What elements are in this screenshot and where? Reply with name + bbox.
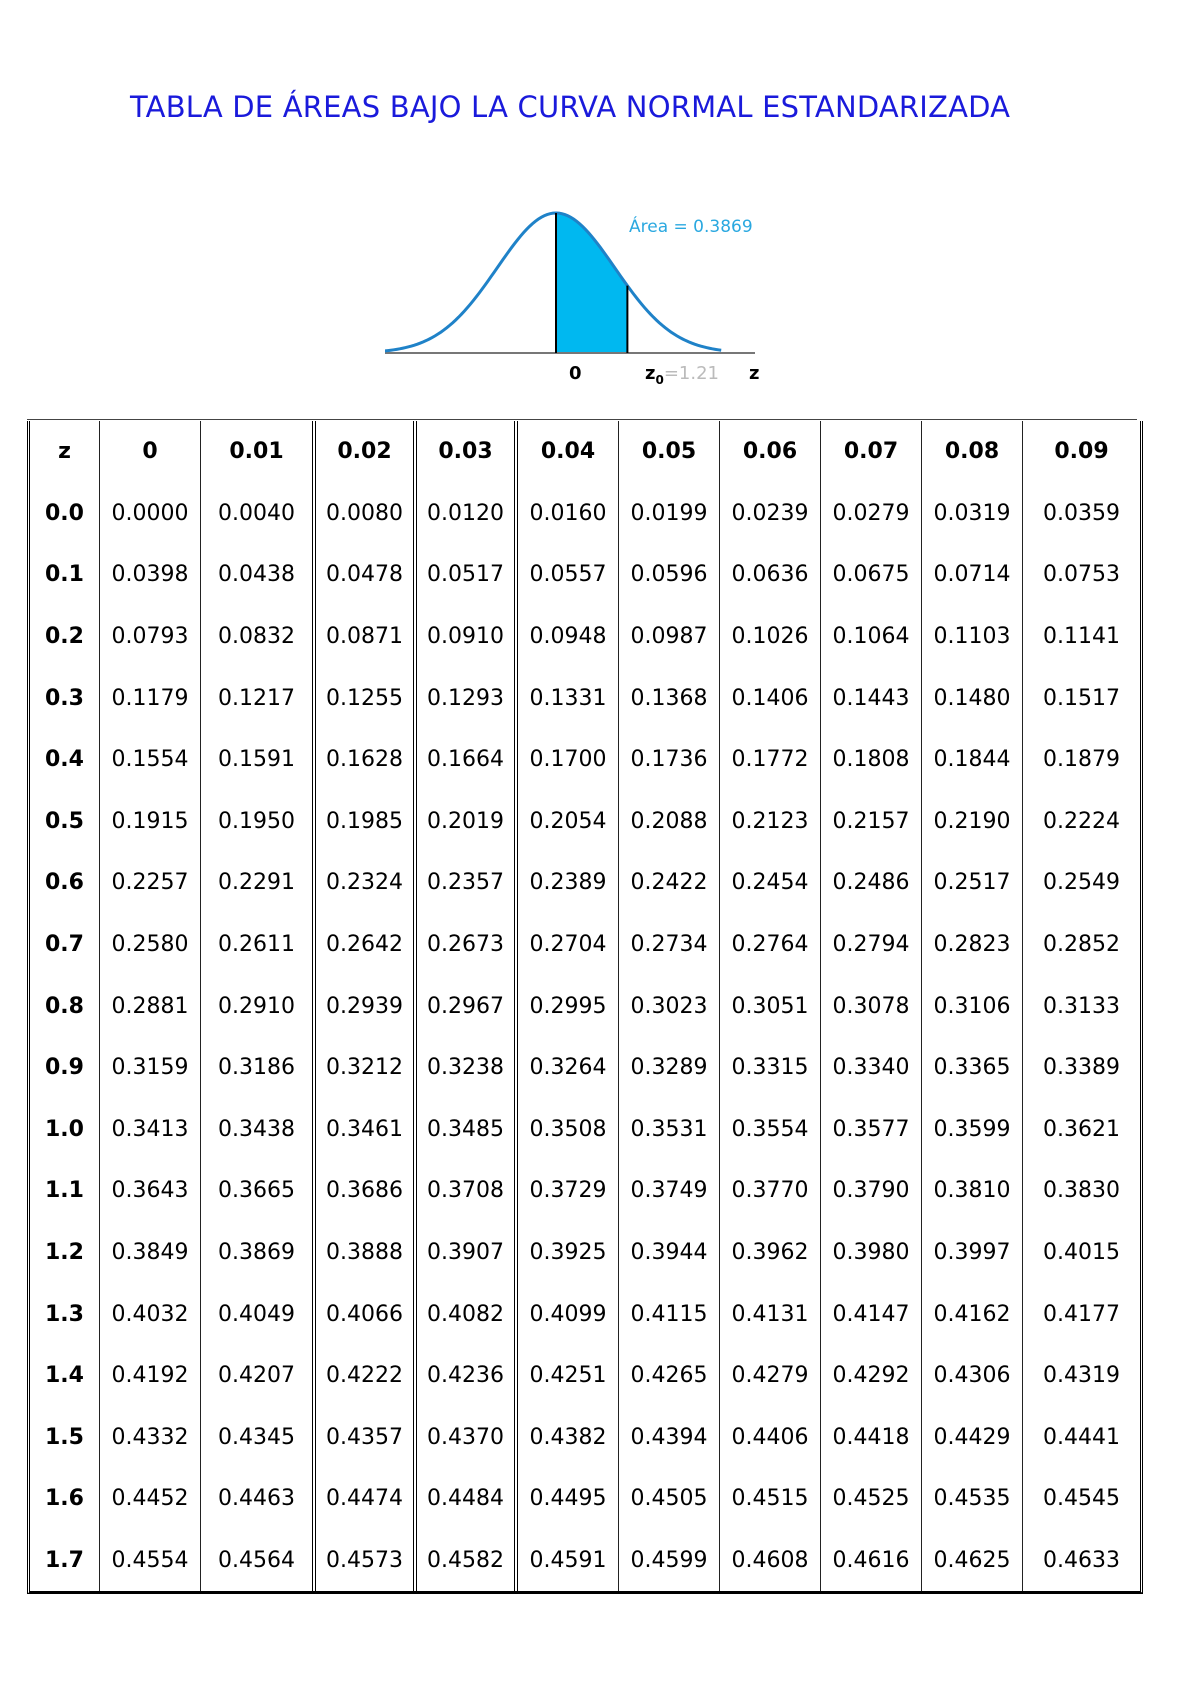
- table-cell: 0.4319: [1043, 1363, 1120, 1389]
- table-cell: 0.2910: [201, 975, 316, 1037]
- z0-label: $z_0=1.21$: [645, 363, 720, 387]
- z-row-label: 1.0: [30, 1099, 100, 1161]
- table-cell: 0.3365: [922, 1037, 1023, 1099]
- table-cell: 0.1554: [100, 729, 201, 791]
- table-cell: 0.2517: [922, 852, 1023, 914]
- z-row-label: 0.6: [30, 852, 100, 914]
- table-cell: 0.3686: [316, 1160, 417, 1222]
- column-header: 0.06: [720, 421, 821, 483]
- table-cell: 0.1480: [922, 667, 1023, 729]
- table-row: [30, 1345, 1140, 1407]
- table-cell: 0.4147: [821, 1283, 922, 1345]
- column-header: 0.04: [518, 421, 619, 483]
- table-cell: 0.4015: [1043, 1240, 1120, 1266]
- table-cell: 0.0000: [100, 483, 201, 545]
- table-cell: 0.3508: [518, 1099, 619, 1161]
- table-cell: 0.4332: [100, 1407, 201, 1469]
- table-row: [30, 1222, 1140, 1284]
- table-row: [30, 667, 1140, 729]
- table-cell: 0.1103: [922, 606, 1023, 668]
- table-cell: 0.4394: [619, 1407, 720, 1469]
- table-cell: 0.0160: [518, 483, 619, 545]
- column-header: 0.07: [821, 421, 922, 483]
- table-cell: 0.4591: [518, 1530, 619, 1592]
- table-cell: 0.3023: [619, 975, 720, 1037]
- table-cell: 0.4345: [201, 1407, 316, 1469]
- table-row: [30, 914, 1140, 976]
- z-row-label: 1.2: [30, 1222, 100, 1284]
- table-cell: 0.2389: [518, 852, 619, 914]
- z-row-label: 1.7: [30, 1530, 100, 1592]
- table-row: [30, 975, 1140, 1037]
- table-cell: 0.3643: [100, 1160, 201, 1222]
- table-cell: 0.1064: [821, 606, 922, 668]
- column-header: 0.02: [316, 421, 417, 483]
- table-row: [30, 791, 1140, 853]
- table-cell: 0.1368: [619, 667, 720, 729]
- table-cell: 0.2157: [821, 791, 922, 853]
- table-cell: 0.3665: [201, 1160, 316, 1222]
- table-cell: 0.3212: [316, 1037, 417, 1099]
- table-cell: 0.2224: [1043, 808, 1120, 834]
- table-cell: 0.4441: [1043, 1424, 1120, 1450]
- z-row-label: 0.2: [30, 606, 100, 668]
- z-table-container: [27, 421, 1137, 1594]
- table-cell: 0.4525: [821, 1468, 922, 1530]
- table-cell: 0.3238: [417, 1037, 518, 1099]
- z-row-label: 0.7: [30, 914, 100, 976]
- table-cell: 0.2852: [1043, 932, 1120, 958]
- table-cell: 0.0040: [201, 483, 316, 545]
- table-cell: 0.2549: [1043, 870, 1120, 896]
- table-cell: 0.2357: [417, 852, 518, 914]
- table-cell: 0.2486: [821, 852, 922, 914]
- table-cell: 0.3389: [1043, 1055, 1120, 1081]
- z-row-label: 1.1: [30, 1160, 100, 1222]
- table-cell: 0.1026: [720, 606, 821, 668]
- table-cell: 0.3078: [821, 975, 922, 1037]
- table-cell: 0.0987: [619, 606, 720, 668]
- table-cell: 0.3944: [619, 1222, 720, 1284]
- table-row: [30, 1468, 1140, 1530]
- normal-curve-figure: [385, 188, 765, 388]
- table-cell: 0.4177: [1043, 1301, 1120, 1327]
- table-cell: 0.1293: [417, 667, 518, 729]
- z-row-label: 1.5: [30, 1407, 100, 1469]
- z-row-label: 0.1: [30, 544, 100, 606]
- table-cell: 0.1915: [100, 791, 201, 853]
- z-row-label: 0.4: [30, 729, 100, 791]
- table-row: [30, 1530, 1140, 1592]
- table-cell: 0.1443: [821, 667, 922, 729]
- table-cell: 0.4162: [922, 1283, 1023, 1345]
- page-title: TABLA DE ÁREAS BAJO LA CURVA NORMAL ESTANDARIZADA: [130, 90, 1011, 124]
- table-cell: 0.2324: [316, 852, 417, 914]
- table-cell: 0.1255: [316, 667, 417, 729]
- table-cell: 0.3577: [821, 1099, 922, 1161]
- table-cell: 0.4474: [316, 1468, 417, 1530]
- table-cell: 0.1879: [1043, 747, 1120, 773]
- table-cell: 0.1736: [619, 729, 720, 791]
- table-cell: 0.2939: [316, 975, 417, 1037]
- table-cell: 0.4292: [821, 1345, 922, 1407]
- table-cell: 0.3554: [720, 1099, 821, 1161]
- table-row: [30, 852, 1140, 914]
- table-cell: 0.1664: [417, 729, 518, 791]
- table-cell: 0.2019: [417, 791, 518, 853]
- table-cell: 0.3830: [1043, 1178, 1120, 1204]
- table-row: [30, 1407, 1140, 1469]
- shaded-area: [556, 213, 627, 353]
- table-cell: 0.0636: [720, 544, 821, 606]
- table-cell: 0.0871: [316, 606, 417, 668]
- table-cell: 0.1217: [201, 667, 316, 729]
- table-cell: 0.1950: [201, 791, 316, 853]
- table-cell: 0.0319: [922, 483, 1023, 545]
- table-cell: 0.4463: [201, 1468, 316, 1530]
- table-cell: 0.3810: [922, 1160, 1023, 1222]
- table-top-rule: [27, 419, 1137, 420]
- table-cell: 0.3849: [100, 1222, 201, 1284]
- table-cell: 0.3531: [619, 1099, 720, 1161]
- table-cell: 0.4452: [100, 1468, 201, 1530]
- table-cell: 0.4608: [720, 1530, 821, 1592]
- column-header: z: [30, 421, 100, 483]
- table-cell: 0.2673: [417, 914, 518, 976]
- table-cell: 0.4357: [316, 1407, 417, 1469]
- table-cell: 0.4406: [720, 1407, 821, 1469]
- table-row: [30, 1160, 1140, 1222]
- table-cell: 0.4484: [417, 1468, 518, 1530]
- table-cell: 0.3708: [417, 1160, 518, 1222]
- table-cell: 0.4573: [316, 1530, 417, 1592]
- table-cell: 0.4495: [518, 1468, 619, 1530]
- table-cell: 0.0359: [1043, 500, 1120, 526]
- table-cell: 0.3907: [417, 1222, 518, 1284]
- table-cell: 0.3413: [100, 1099, 201, 1161]
- z-row-label: 0.9: [30, 1037, 100, 1099]
- table-cell: 0.3289: [619, 1037, 720, 1099]
- table-cell: 0.0910: [417, 606, 518, 668]
- table-cell: 0.3790: [821, 1160, 922, 1222]
- zero-tick-label: 0: [569, 363, 582, 384]
- table-cell: 0.0199: [619, 483, 720, 545]
- column-header: 0.01: [201, 421, 316, 483]
- table-cell: 0.4115: [619, 1283, 720, 1345]
- table-cell: 0.2054: [518, 791, 619, 853]
- table-cell: 0.3599: [922, 1099, 1023, 1161]
- table-row: [30, 1099, 1140, 1161]
- table-cell: 0.3461: [316, 1099, 417, 1161]
- table-cell: 0.4564: [201, 1530, 316, 1592]
- table-cell: 0.3621: [1043, 1116, 1120, 1142]
- table-cell: 0.3106: [922, 975, 1023, 1037]
- table-cell: 0.2794: [821, 914, 922, 976]
- z-row-label: 0.0: [30, 483, 100, 545]
- table-cell: 0.0948: [518, 606, 619, 668]
- table-cell: 0.4599: [619, 1530, 720, 1592]
- table-cell: 0.2580: [100, 914, 201, 976]
- table-cell: 0.2734: [619, 914, 720, 976]
- table-cell: 0.3133: [1043, 993, 1120, 1019]
- table-cell: 0.4265: [619, 1345, 720, 1407]
- table-cell: 0.2881: [100, 975, 201, 1037]
- z-row-label: 0.8: [30, 975, 100, 1037]
- table-cell: 0.3925: [518, 1222, 619, 1284]
- table-cell: 0.4582: [417, 1530, 518, 1592]
- table-cell: 0.3869: [201, 1222, 316, 1284]
- table-cell: 0.3051: [720, 975, 821, 1037]
- table-cell: 0.1808: [821, 729, 922, 791]
- z-table: [27, 421, 1143, 1594]
- table-cell: 0.3485: [417, 1099, 518, 1161]
- table-cell: 0.0753: [1043, 562, 1120, 588]
- table-cell: 0.2291: [201, 852, 316, 914]
- table-cell: 0.4382: [518, 1407, 619, 1469]
- table-cell: 0.1517: [1043, 685, 1120, 711]
- table-cell: 0.4545: [1043, 1486, 1120, 1512]
- table-cell: 0.0557: [518, 544, 619, 606]
- table-row: [30, 606, 1140, 668]
- table-cell: 0.3729: [518, 1160, 619, 1222]
- table-cell: 0.0438: [201, 544, 316, 606]
- table-cell: 0.3749: [619, 1160, 720, 1222]
- z-row-label: 0.3: [30, 667, 100, 729]
- table-cell: 0.0239: [720, 483, 821, 545]
- table-cell: 0.1628: [316, 729, 417, 791]
- table-cell: 0.0793: [100, 606, 201, 668]
- table-cell: 0.2257: [100, 852, 201, 914]
- table-cell: 0.4049: [201, 1283, 316, 1345]
- table-cell: 0.4616: [821, 1530, 922, 1592]
- z-axis-label: z: [749, 363, 760, 384]
- table-cell: 0.4418: [821, 1407, 922, 1469]
- table-cell: 0.0398: [100, 544, 201, 606]
- column-header: 0.03: [417, 421, 518, 483]
- table-cell: 0.4279: [720, 1345, 821, 1407]
- table-cell: 0.0120: [417, 483, 518, 545]
- table-cell: 0.4633: [1043, 1547, 1120, 1573]
- table-cell: 0.4306: [922, 1345, 1023, 1407]
- table-cell: 0.0596: [619, 544, 720, 606]
- table-cell: 0.0517: [417, 544, 518, 606]
- table-cell: 0.0714: [922, 544, 1023, 606]
- table-cell: 0.4429: [922, 1407, 1023, 1469]
- table-row: [30, 1283, 1140, 1345]
- table-cell: 0.1141: [1043, 624, 1120, 650]
- table-cell: 0.4131: [720, 1283, 821, 1345]
- table-cell: 0.1985: [316, 791, 417, 853]
- table-cell: 0.4066: [316, 1283, 417, 1345]
- table-cell: 0.1591: [201, 729, 316, 791]
- table-cell: 0.2823: [922, 914, 1023, 976]
- table-row: [30, 729, 1140, 791]
- table-cell: 0.1700: [518, 729, 619, 791]
- table-cell: 0.4207: [201, 1345, 316, 1407]
- table-cell: 0.4082: [417, 1283, 518, 1345]
- table-row: [30, 483, 1140, 545]
- table-cell: 0.0279: [821, 483, 922, 545]
- table-cell: 0.4625: [922, 1530, 1023, 1592]
- table-cell: 0.2088: [619, 791, 720, 853]
- table-cell: 0.3159: [100, 1037, 201, 1099]
- table-cell: 0.0675: [821, 544, 922, 606]
- table-cell: 0.4515: [720, 1468, 821, 1530]
- column-header: 0.09: [1054, 439, 1109, 465]
- column-header: 0: [100, 421, 201, 483]
- table-row: [30, 1037, 1140, 1099]
- table-cell: 0.2611: [201, 914, 316, 976]
- table-cell: 0.3264: [518, 1037, 619, 1099]
- table-cell: 0.1331: [518, 667, 619, 729]
- table-cell: 0.4099: [518, 1283, 619, 1345]
- z-row-label: 1.4: [30, 1345, 100, 1407]
- table-cell: 0.0832: [201, 606, 316, 668]
- table-cell: 0.4505: [619, 1468, 720, 1530]
- table-cell: 0.2704: [518, 914, 619, 976]
- table-cell: 0.4222: [316, 1345, 417, 1407]
- table-cell: 0.3888: [316, 1222, 417, 1284]
- table-cell: 0.1406: [720, 667, 821, 729]
- table-cell: 0.4535: [922, 1468, 1023, 1530]
- table-cell: 0.2764: [720, 914, 821, 976]
- table-cell: 0.0478: [316, 544, 417, 606]
- table-cell: 0.2967: [417, 975, 518, 1037]
- table-cell: 0.1844: [922, 729, 1023, 791]
- table-cell: 0.4032: [100, 1283, 201, 1345]
- table-cell: 0.3997: [922, 1222, 1023, 1284]
- table-cell: 0.2995: [518, 975, 619, 1037]
- table-cell: 0.2642: [316, 914, 417, 976]
- table-cell: 0.0080: [316, 483, 417, 545]
- table-header-row: [30, 421, 1140, 483]
- table-cell: 0.3340: [821, 1037, 922, 1099]
- z-row-label: 1.3: [30, 1283, 100, 1345]
- table-cell: 0.3315: [720, 1037, 821, 1099]
- area-label: Área = 0.3869: [629, 217, 753, 237]
- table-cell: 0.3186: [201, 1037, 316, 1099]
- z-row-label: 1.6: [30, 1468, 100, 1530]
- table-cell: 0.2454: [720, 852, 821, 914]
- table-cell: 0.2422: [619, 852, 720, 914]
- table-cell: 0.2123: [720, 791, 821, 853]
- table-cell: 0.4554: [100, 1530, 201, 1592]
- table-cell: 0.1179: [100, 667, 201, 729]
- table-cell: 0.1772: [720, 729, 821, 791]
- z-row-label: 0.5: [30, 791, 100, 853]
- table-row: [30, 544, 1140, 606]
- table-cell: 0.4192: [100, 1345, 201, 1407]
- column-header: 0.08: [922, 421, 1023, 483]
- table-cell: 0.3962: [720, 1222, 821, 1284]
- table-cell: 0.3980: [821, 1222, 922, 1284]
- table-cell: 0.3770: [720, 1160, 821, 1222]
- table-cell: 0.3438: [201, 1099, 316, 1161]
- column-header: 0.05: [619, 421, 720, 483]
- table-cell: 0.4370: [417, 1407, 518, 1469]
- table-cell: 0.4236: [417, 1345, 518, 1407]
- table-cell: 0.2190: [922, 791, 1023, 853]
- table-cell: 0.4251: [518, 1345, 619, 1407]
